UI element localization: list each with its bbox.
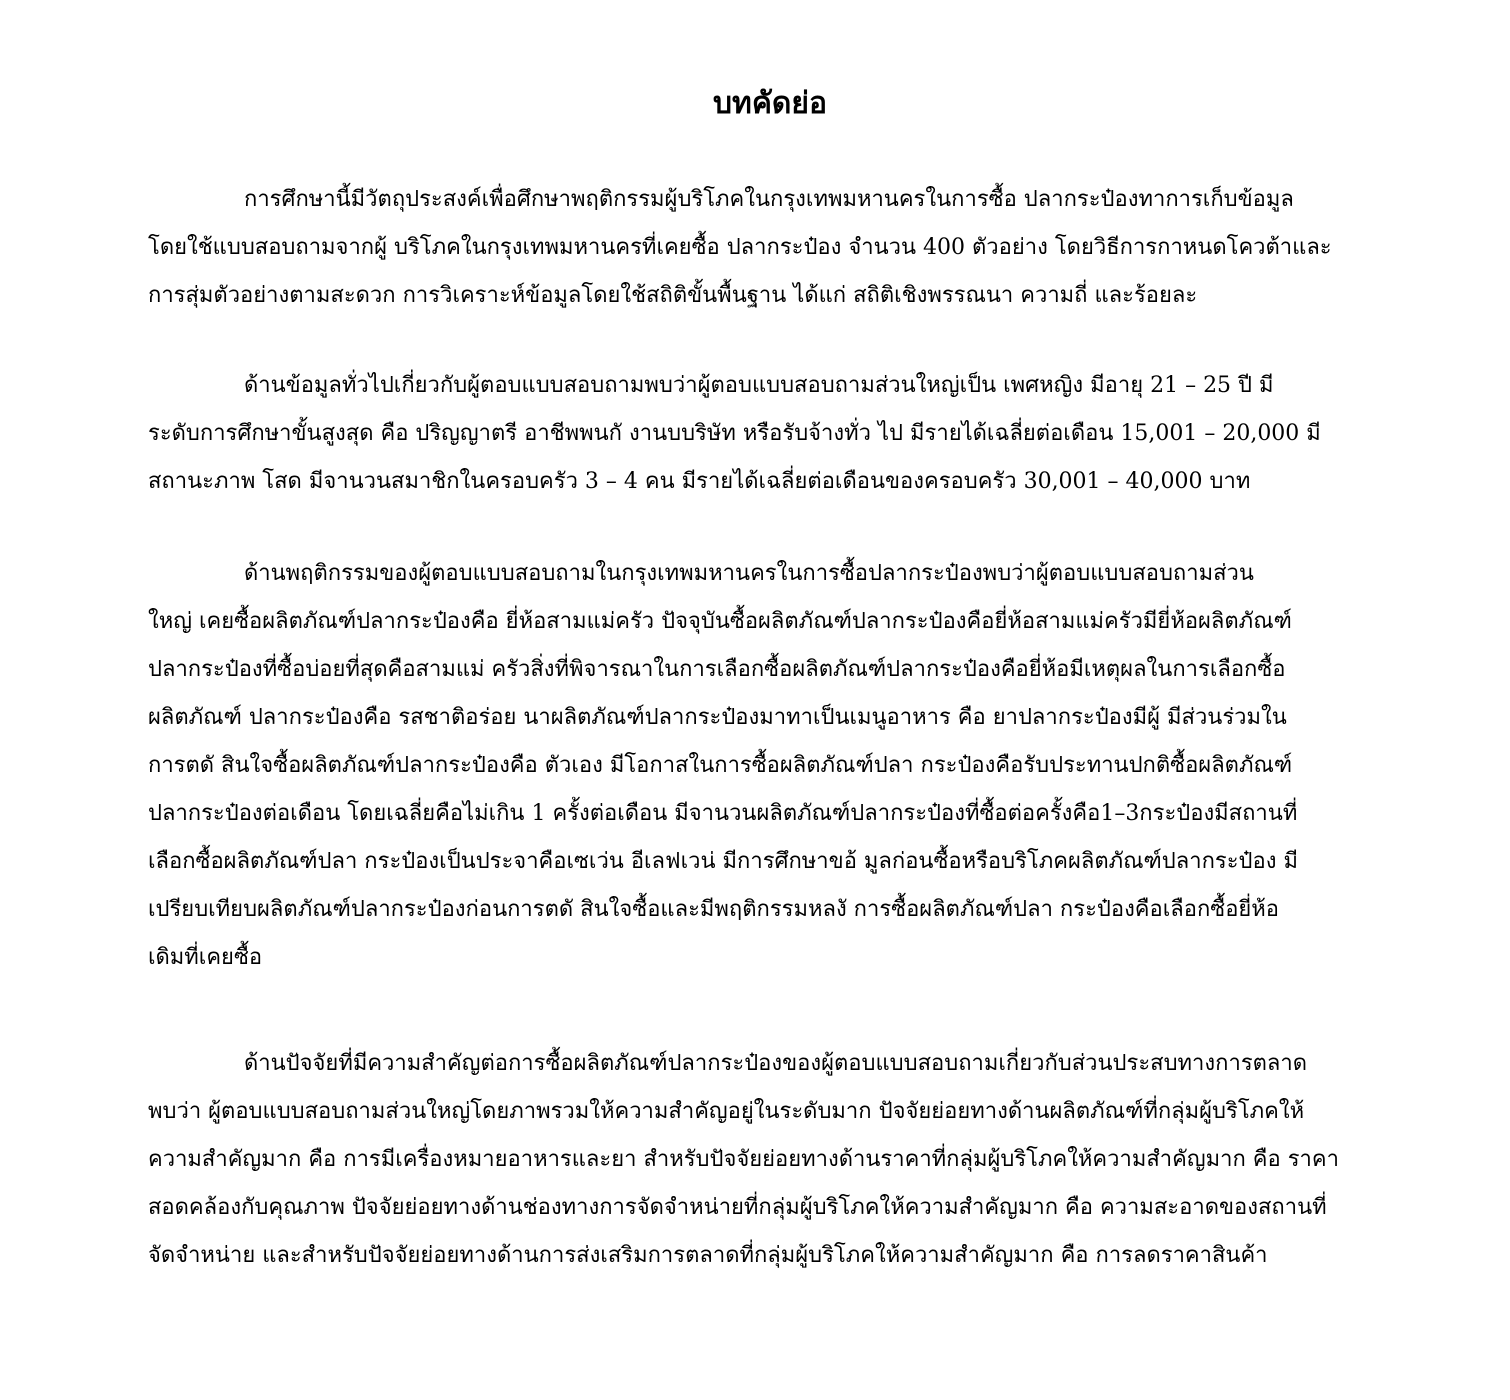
paragraph-line: การตดั สินใจซื้อผลิตภัณฑ์ปลากระป๋องคือ ตัวเอง มีโอกาสในการซื้อผลิตภัณฑ์ปลา กระป๋องคือรับประทานปกติซื้อผลิตภัณฑ์: [148, 753, 1293, 778]
paragraph-line: ปลากระป๋องต่อเดือน โดยเฉลี่ยคือไม่เกิน 1 ครั้งต่อเดือน มีจานวนผลิตภัณฑ์ปลากระป๋องที่ซื้อต่อครั้งคือ1–3กระป๋องมีสถานที่: [148, 801, 1298, 826]
paragraph-objective: [148, 176, 1398, 320]
paragraph-line: สถานะภาพ โสด มีจานวนสมาชิกในครอบครัว 3 – 4 คน มีรายได้เฉลี่ยต่อเดือนของครอบครัว 30,001 – 40,000 บาท: [148, 469, 1251, 494]
paragraph-line: การศึกษานี้มีวัตถุประสงค์เพื่อศึกษาพฤติกรรมผู้บริโภคในกรุงเทพมหานครในการซื้อ ปลากระป๋องทาการเก็บข้อมูล: [244, 187, 1294, 212]
paragraph-line: เลือกซื้อผลิตภัณฑ์ปลา กระป๋องเป็นประจาคือเซเว่น อีเลฟเวน่ มีการศึกษาขอ้ มูลก่อนซื้อหรือบริโภคผลิตภัณฑ์ปลากระป๋อง มี: [148, 849, 1298, 874]
paragraph-line: โดยใช้แบบสอบถามจากผู้ บริโภคในกรุงเทพมหานครที่เคยซื้อ ปลากระป๋อง จำนวน 400 ตัวอย่าง โดยวิธีการกาหนดโควต้าและ: [148, 235, 1332, 260]
paragraph-line: สอดคล้องกับคุณภาพ ปัจจัยย่อยทางด้านช่องทางการจัดจำหน่ายที่กลุ่มผู้บริโภคให้ความสำคัญมาก คือ ความสะอาดของสถานที่: [148, 1195, 1327, 1220]
paragraph-behavior: [148, 550, 1398, 982]
paragraph-line: ด้านปัจจัยที่มีความสำคัญต่อการซื้อผลิตภัณฑ์ปลากระป๋องของผู้ตอบแบบสอบถามเกี่ยวกับส่วนประสบทางการตลาด: [244, 1051, 1308, 1076]
paragraph-line: ใหญ่ เคยซื้อผลิตภัณฑ์ปลากระป๋องคือ ยี่ห้อสามแม่ครัว ปัจจุบันซื้อผลิตภัณฑ์ปลากระป๋องคือยี่ห้อสามแม่ครัวมียี่ห้อผลิตภัณฑ์: [148, 609, 1292, 634]
page-title: บทคัดย่อ: [713, 86, 827, 121]
paragraph-line: ด้านข้อมูลทั่วไปเกี่ยวกับผู้ตอบแบบสอบถามพบว่าผู้ตอบแบบสอบถามส่วนใหญ่เป็น เพศหญิง มีอายุ 21 – 25 ปี มี: [244, 373, 1274, 398]
paragraph-line: เดิมที่เคยซื้อ: [148, 945, 263, 970]
paragraph-line: ด้านพฤติกรรมของผู้ตอบแบบสอบถามในกรุงเทพมหานครในการซื้อปลากระป๋องพบว่าผู้ตอบแบบสอบถามส่วน: [244, 561, 1254, 586]
paragraph-marketing-factors: [148, 1040, 1398, 1280]
paragraph-line: จัดจำหน่าย และสำหรับปัจจัยย่อยทางด้านการส่งเสริมการตลาดที่กลุ่มผู้บริโภคให้ความสำคัญมาก คือ การลดราคาสินค้า: [148, 1243, 1268, 1268]
paragraph-line: พบว่า ผู้ตอบแบบสอบถามส่วนใหญ่โดยภาพรวมให้ความสำคัญอยู่ในระดับมาก ปัจจัยย่อยทางด้านผลิตภัณฑ์ที่กลุ่มผู้บริโภคให้: [148, 1099, 1305, 1124]
paragraph-line: เปรียบเทียบผลิตภัณฑ์ปลากระป๋องก่อนการตดั สินใจซื้อและมีพฤติกรรมหลงั การซื้อผลิตภัณฑ์ปลา กระป๋องคือเลือกซื้อยี่ห้อ: [148, 897, 1280, 922]
paragraph-line: ความสำคัญมาก คือ การมีเครื่องหมายอาหารและยา สำหรับปัจจัยย่อยทางด้านราคาที่กลุ่มผู้บริโภคให้ความสำคัญมาก คือ ราคา: [148, 1147, 1339, 1172]
paragraph-line: ระดับการศึกษาขั้นสูงสุด คือ ปริญญาตรี อาชีพพนกั งานบบริษัท หรือรับจ้างทั่ว ไป มีรายได้เฉลี่ยต่อเดือน 15,001 – 20,000 มี: [148, 421, 1321, 446]
paragraph-line: ปลากระป๋องที่ซื้อบ่อยที่สุดคือสามแม่ ครัวสิ่งที่พิจารณาในการเลือกซื้อผลิตภัณฑ์ปลากระป๋องคือยี่ห้อมีเหตุผลในการเลือกซื้อ: [148, 657, 1286, 682]
paragraph-line: ผลิตภัณฑ์ ปลากระป๋องคือ รสชาติอร่อย นาผลิตภัณฑ์ปลากระป๋องมาทาเป็นเมนูอาหาร คือ ยาปลากระป๋องมีผู้ มีส่วนร่วมใน: [148, 705, 1287, 730]
paragraph-line: การสุ่มตัวอย่างตามสะดวก การวิเคราะห์ข้อมูลโดยใช้สถิติขั้นพื้นฐาน ได้แก่ สถิติเชิงพรรณนา ความถี่ และร้อยละ: [148, 283, 1198, 308]
paragraph-demographics: [148, 362, 1398, 506]
